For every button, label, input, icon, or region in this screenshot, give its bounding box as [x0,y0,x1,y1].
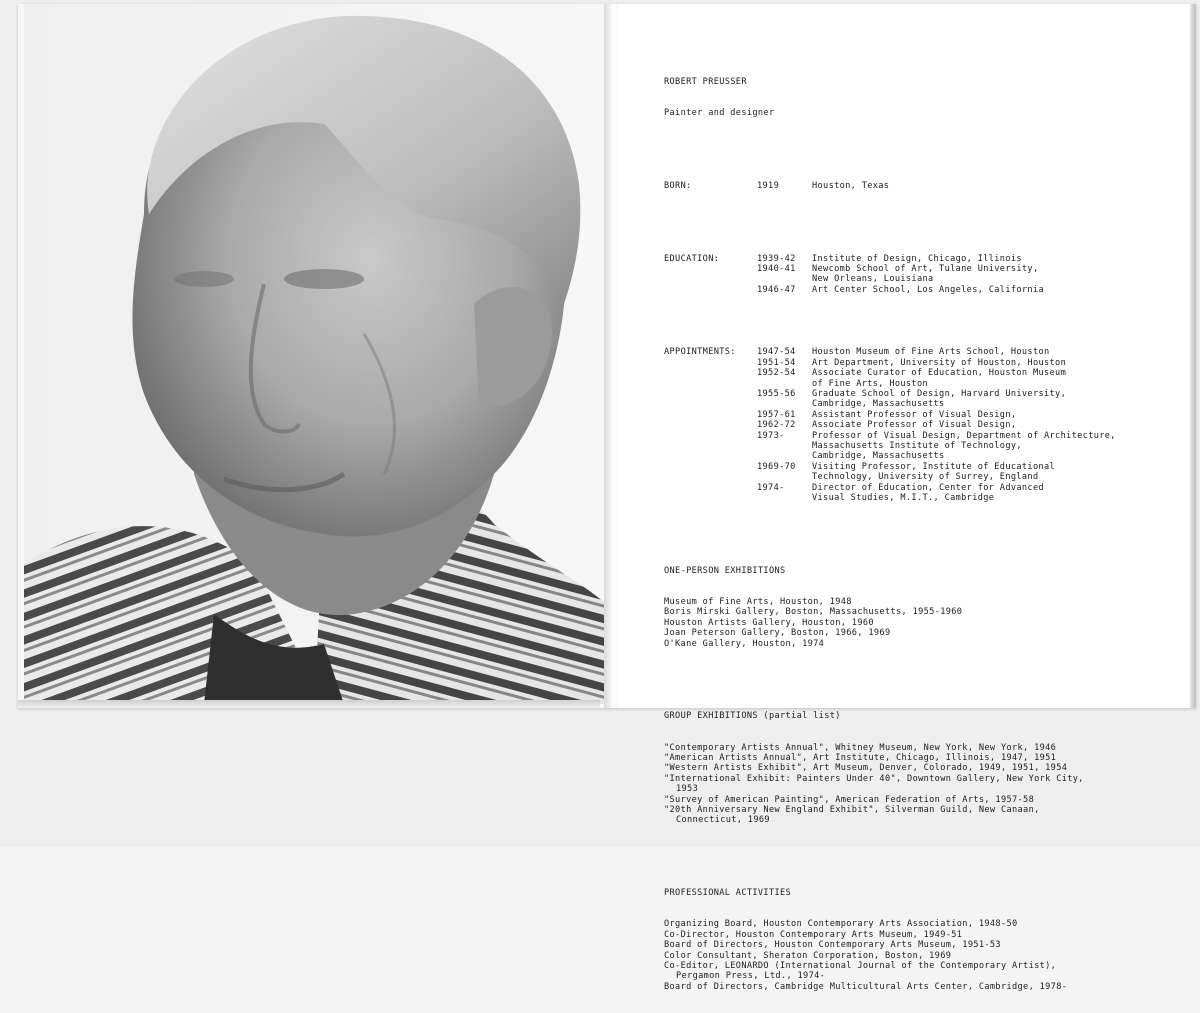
appointment-years: 1973- [757,430,785,441]
appointment-row [664,462,1174,472]
appointment-text: Houston Museum of Fine Arts School, Houston [812,347,1050,358]
education-years: 1939-42 [757,253,796,264]
one-person-heading: ONE-PERSON EXHIBITIONS [664,565,786,576]
appointment-text: Director of Education, Center for Advanced [812,482,1045,493]
group-exhibition-item: "20th Anniversary New England Exhibit", Silverman Guild, New Canaan, [664,804,1040,815]
education-row [664,264,1174,274]
appointment-row [664,472,1174,482]
appointment-label-spacer [664,368,757,378]
appointment-years: 1952-54 [757,368,796,379]
appointment-label-spacer [664,431,757,441]
professional-activity-item: Board of Directors, Cambridge Multicultural Arts Center, Cambridge, 1978- [664,981,1068,992]
appointment-years: 1955-56 [757,388,796,399]
appointment-years: 1969-70 [757,461,796,472]
appointment-years-spacer [757,472,812,482]
appointment-row [664,368,1174,378]
appointment-label-spacer [664,420,757,430]
appointment-text: Associate Curator of Education, Houston Museum [812,368,1067,379]
education-text: Institute of Design, Chicago, Illinois [812,253,1022,264]
education-row [664,274,1174,284]
appointments-section [664,347,1174,503]
appointment-text: Graduate School of Design, Harvard University, [812,388,1067,399]
one-person-item: Museum of Fine Arts, Houston, 1948 [664,597,852,608]
appointment-years-spacer [757,493,812,503]
page-edge-bottom [18,700,600,708]
appointment-label-spacer [664,462,757,472]
born-label: BORN: [664,180,692,191]
education-years: 1940-41 [757,264,796,275]
appointment-label-spacer [664,441,757,451]
appointment-years: 1962-72 [757,420,796,431]
appointment-label: APPOINTMENTS: [664,347,736,358]
group-exhibition-item: "Contemporary Artists Annual", Whitney Museum, New York, New York, 1946 [664,742,1057,753]
appointment-label-spacer [664,493,757,503]
appointment-years-spacer [757,451,812,461]
professional-heading: PROFESSIONAL ACTIVITIES [664,888,792,899]
group-exhibition-item: Connecticut, 1969 [676,815,770,826]
professional-activity-item: Organizing Board, Houston Contemporary Arts Association, 1948-50 [664,919,1018,930]
appointment-row [664,483,1174,493]
appointment-row [664,379,1174,389]
appointment-row [664,420,1174,430]
appointment-years: 1951-54 [757,357,796,368]
professional-activity-item: Board of Directors, Houston Contemporary Arts Museum, 1951-53 [664,940,1001,951]
born-year: 1919 [757,180,780,191]
one-person-item: Boris Mirski Gallery, Boston, Massachusetts, 1955-1960 [664,607,963,618]
artist-name: ROBERT PREUSSER [664,76,747,87]
appointment-years-spacer [757,399,812,409]
appointment-label-spacer [664,399,757,409]
page-edge [1190,4,1196,708]
appointment-text: Massachusetts Institute of Technology, [812,440,1022,451]
education-text: New Orleans, Louisiana [812,274,934,285]
born-row [664,181,1174,191]
cv-text [664,56,1174,1013]
education-label-spacer [664,274,757,284]
appointment-row [664,431,1174,441]
one-person-item: Joan Peterson Gallery, Boston, 1966, 1969 [664,628,891,639]
education-text: Art Center School, Los Angeles, California [812,284,1045,295]
group-exhibition-item: "Western Artists Exhibit", Art Museum, Denver, Colorado, 1949, 1951, 1954 [664,763,1068,774]
group-exhibition-item: "American Artists Annual", Art Institute, Chicago, Illinois, 1947, 1951 [664,752,1057,763]
born-place: Houston, Texas [812,180,890,191]
one-person-item: Houston Artists Gallery, Houston, 1960 [664,617,874,628]
appointment-text: Cambridge, Massachusetts [812,399,945,410]
education-label-spacer [664,264,757,274]
appointment-label-spacer [664,483,757,493]
left-page [18,4,606,708]
appointment-label-spacer [664,379,757,389]
portrait-photo [24,4,606,704]
artist-role: Painter and designer [664,108,775,119]
education-section [664,254,1174,296]
appointment-row [664,358,1174,368]
education-label: EDUCATION: [664,253,720,264]
group-heading: GROUP EXHIBITIONS (partial list) [664,711,841,722]
appointment-years: 1974- [757,482,785,493]
appointment-text: Visiting Professor, Institute of Educational [812,461,1056,472]
group-list [664,743,1174,826]
appointment-label-spacer [664,389,757,399]
appointment-text: Associate Professor of Visual Design, [812,420,1017,431]
education-row [664,254,1174,264]
education-years-spacer [757,274,812,284]
appointment-text: Cambridge, Massachusetts [812,451,945,462]
professional-activity-item: Co-Director, Houston Contemporary Arts Museum, 1949-51 [664,929,963,940]
appointment-row [664,493,1174,503]
professional-list [664,919,1174,992]
appointment-row [664,389,1174,399]
education-label-spacer [664,285,757,295]
appointment-label-spacer [664,451,757,461]
appointment-row [664,347,1174,357]
appointment-row [664,451,1174,461]
appointment-text: Professor of Visual Design, Department of Architecture, [812,430,1116,441]
group-exhibition-item: "Survey of American Painting", American Federation of Arts, 1957-58 [664,794,1035,805]
appointment-row [664,399,1174,409]
appointment-row [664,441,1174,451]
appointment-label-spacer [664,472,757,482]
appointment-row [664,410,1174,420]
appointment-text: Technology, University of Surrey, England [812,472,1039,483]
professional-activity-item: Co-Editor, LEONARDO (International Journal of the Contemporary Artist), [664,960,1057,971]
education-text: Newcomb School of Art, Tulane University, [812,264,1039,275]
appointment-years: 1947-54 [757,347,796,358]
appointment-label-spacer [664,358,757,368]
appointment-text: Visual Studies, M.I.T., Cambridge [812,492,995,503]
one-person-item: O'Kane Gallery, Houston, 1974 [664,638,825,649]
appointment-label-spacer [664,410,757,420]
education-row [664,285,1174,295]
one-person-list [664,597,1174,649]
group-exhibition-item: "International Exhibit: Painters Under 40", Downtown Gallery, New York City, [664,773,1084,784]
professional-activity-item: Pergamon Press, Ltd., 1974- [676,971,826,982]
appointment-years-spacer [757,441,812,451]
appointment-years-spacer [757,379,812,389]
appointment-text: of Fine Arts, Houston [812,378,929,389]
group-exhibition-item: 1953 [676,784,699,795]
appointment-years: 1957-61 [757,409,796,420]
professional-activity-item: Color Consultant, Sheraton Corporation, Boston, 1969 [664,950,952,961]
appointment-text: Art Department, University of Houston, Houston [812,357,1067,368]
appointment-text: Assistant Professor of Visual Design, [812,409,1017,420]
education-years: 1946-47 [757,284,796,295]
